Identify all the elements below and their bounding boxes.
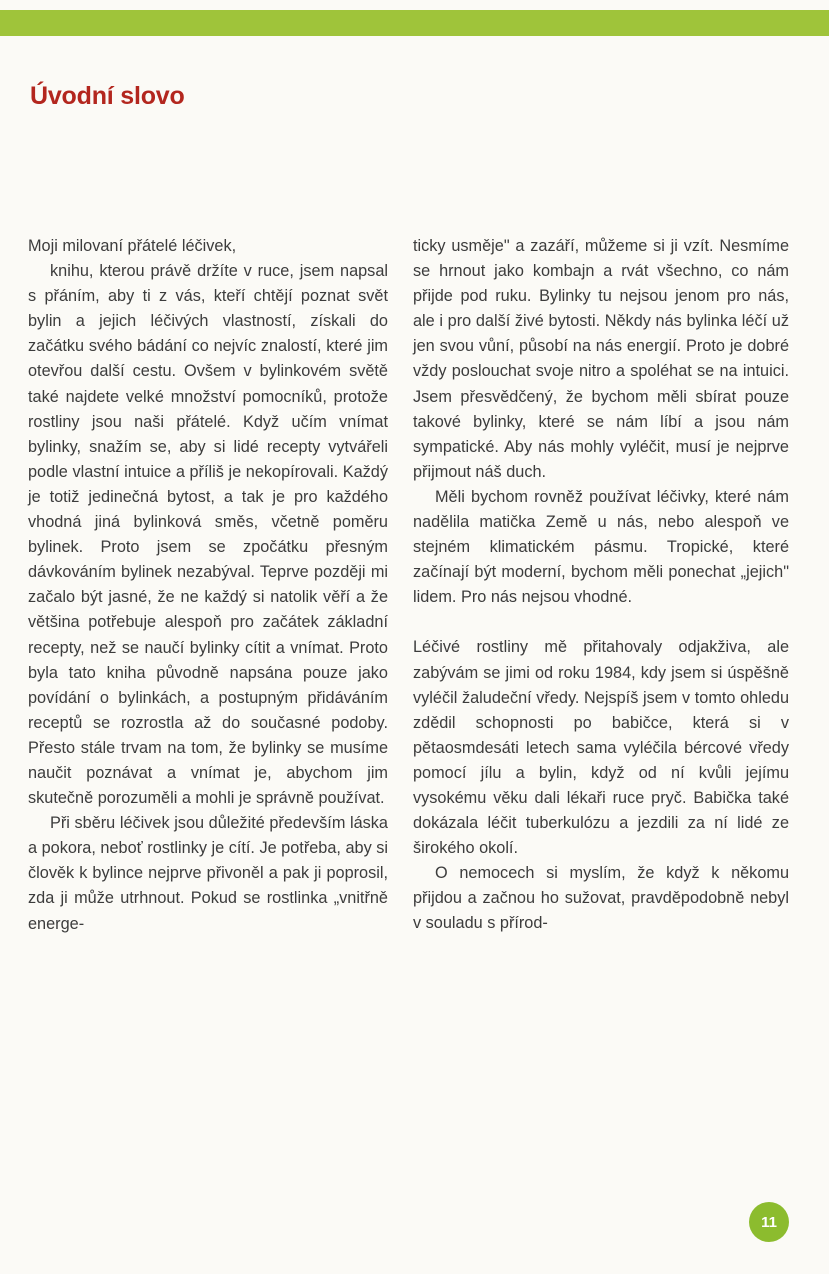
paragraph: Měli bychom rovněž používat léčivky, které nám nadělila matička Země u nás, nebo alespoň ve stejném klimatickém pásmu. Tropické, které začínají být moderní, bychom měli ponechat „jejich" lidem. Pro nás nejsou vhodné. bbox=[413, 487, 789, 607]
page-title: Úvodní slovo bbox=[30, 82, 185, 110]
left-column bbox=[28, 234, 388, 937]
right-column bbox=[413, 234, 789, 937]
page-number-badge bbox=[749, 1202, 789, 1242]
salutation: Moji milovaní přátelé léčivek, bbox=[28, 237, 237, 255]
paragraph: Léčivé rostliny mě přitahovaly odjakživa, ale zabývám se jimi od roku 1984, kdy jsem si úspěšně vyléčil žaludeční vředy. Nejspíš jsem v tomto ohledu zdědil schopnosti po babičce, která si v pětaosmdesáti letech sama vyléčila bércové vředy pomocí jílu a bylin, když od ní kvůli jejímu vysokému věku dali lékaři ruce pryč. Babička také dokázala léčit tuberkulózu a jezdili za ní lidé ze širokého okolí. bbox=[413, 638, 789, 858]
paragraph: knihu, kterou právě držíte v ruce, jsem napsal s přáním, aby ti z vás, kteří chtějí poznat svět bylin a jejich léčivých vlastností, získali do začátku svého bádání co nejvíc znalostí, které jim otevřou další cestu. Ovšem v bylinkovém světě také najdete velké množství pomocníků, protože rostliny jsou naši přátelé. Když učím vnímat bylinky, snažím se, aby si lidé recepty vytvářeli podle vlastní intuice a příliš je nekopírovali. Každý je totiž jedinečná bytost, a tak je pro každého vhodná jiná bylinková směs, včetně poměru bylinek. Proto jsem se zpočátku přesným dávkováním bylinek nezabýval. Teprve později mi začalo být jasné, že ne každý si natolik věří a že většina potřebuje alespoň pro začátek základní recepty, než se naučí bylinky cítit a vnímat. Proto byla tato kniha původně napsána pouze jako povídání o bylinkách, a postupným přidáváním receptů se rozrostla až do současné podoby. Přesto stále trvam na tom, že bylinky se musíme naučit poznávat a vnímat je, abychom jim skutečně porozuměli a mohli je správně používat. bbox=[28, 262, 388, 808]
paragraph: ticky usměje" a zazáří, můžeme si ji vzít. Nesmíme se hrnout jako kombajn a rvát všechno, co nám přijde pod ruku. Bylinky tu nejsou jenom pro nás, ale i pro další živé bytosti. Někdy nás bylinka léčí už jen svou vůní, působí na nás energií. Proto je dobré vždy poslouchat svoje nitro a spoléhat se na intuici. Jsem přesvědčený, že bychom měli sbírat pouze takové bylinky, které se nám líbí a jsou nám sympatické. Aby nás mohly vyléčit, musí je nejprve přijmout náš duch. bbox=[413, 237, 789, 481]
paragraph: Při sběru léčivek jsou důležité především láska a pokora, neboť rostlinky je cítí. Je potřeba, aby si člověk k bylince nejprve přivoněl a pak ji poprosil, zda ji může utrhnout. Pokud se rostlinka „vnitřně energe- bbox=[28, 814, 388, 933]
header-accent-bar bbox=[0, 10, 829, 36]
paragraph: O nemocech si myslím, že když k někomu přijdou a začnou ho sužovat, pravděpodobně nebyl v souladu s přírod- bbox=[413, 864, 789, 933]
page-number: 11 bbox=[761, 1213, 777, 1231]
